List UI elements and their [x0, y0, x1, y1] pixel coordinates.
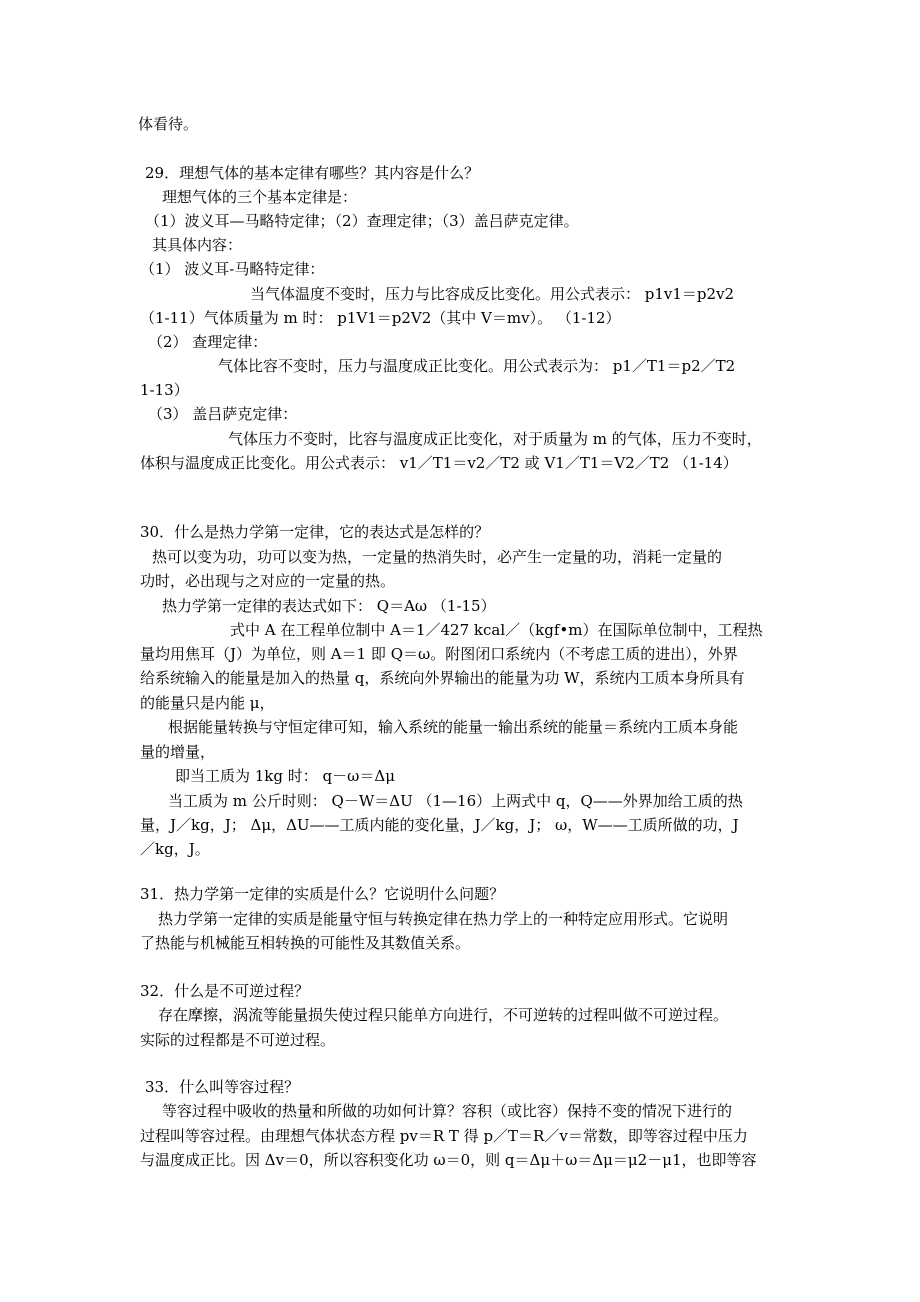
text-line: 给系统输入的能量是加入的热量 q，系统向外界输出的能量为功 W，系统内工质本身所具有 — [140, 669, 745, 687]
text-line: 的能量只是内能 μ， — [140, 694, 275, 712]
text-line: 量，J／kg，J； Δμ，ΔU——工质内能的变化量，J／kg，J； ω，W——工质所做的功，J — [140, 816, 739, 834]
text-line: （3） 盖吕萨克定律： — [148, 405, 298, 423]
text-line: 1-13） — [140, 381, 189, 399]
text-line: 理想气体的三个基本定律是： — [162, 188, 358, 206]
text-line: ／kg，J。 — [140, 840, 210, 858]
text-line: 存在摩擦，涡流等能量损失使过程只能单方向进行，不可逆转的过程叫做不可逆过程。 — [158, 1006, 729, 1024]
text-line: 与温度成正比。因 Δv＝0，所以容积变化功 ω＝0，则 q＝Δμ＋ω＝Δμ＝μ2－μ1，也即等容 — [140, 1151, 757, 1169]
text-line: 等容过程中吸收的热量和所做的功如何计算？容积（或比容）保持不变的情况下进行的 — [162, 1102, 733, 1120]
text-line: 功时，必出现与之对应的一定量的热。 — [140, 572, 396, 590]
text-line: 其具体内容： — [152, 236, 243, 254]
text-line: 热力学第一定律的实质是能量守恒与转换定律在热力学上的一种特定应用形式。它说明 — [158, 910, 729, 928]
text-line: （1）波义耳—马略特定律；（2）查理定律；（3）盖吕萨克定律。 — [145, 212, 579, 230]
question-heading-32: 32．什么是不可逆过程？ — [140, 982, 310, 1000]
text-line: 即当工质为 1kg 时： q－ω＝Δμ — [175, 767, 395, 785]
text-line: （1） 波义耳-马略特定律： — [140, 260, 325, 278]
text-line: 体积与温度成正比变化。用公式表示： v1／T1＝v2／T2 或 V1／T1＝V2／T2 （1-14） — [140, 454, 738, 472]
question-heading-29: 29．理想气体的基本定律有哪些？其内容是什么？ — [145, 164, 480, 182]
text-line: 当工质为 m 公斤时则： Q－W＝ΔU （1—16）上两式中 q，Q——外界加给工质的热 — [168, 792, 743, 810]
text-line: （2） 查理定律： — [148, 333, 268, 351]
text-line: 根据能量转换与守恒定律可知，输入系统的能量一输出系统的能量＝系统内工质本身能 — [168, 718, 739, 736]
text-line: 量均用焦耳（J）为单位，则 A＝1 即 Q＝ω。附图闭口系统内（不考虑工质的进出），外界 — [140, 645, 738, 663]
text-line: 过程叫等容过程。由理想气体状态方程 pv＝R T 得 p／T＝R／v＝常数，即等容过程中压力 — [140, 1127, 748, 1145]
text-line: 热力学第一定律的表达式如下： Q＝Aω （1-15） — [162, 597, 496, 615]
question-heading-30: 30．什么是热力学第一定律，它的表达式是怎样的？ — [140, 523, 490, 541]
text-line: （1-11）气体质量为 m 时： p1V1＝p2V2（其中 V＝mv）。 （1-12） — [140, 309, 621, 327]
text-line: 热可以变为功，功可以变为热，一定量的热消失时，必产生一定量的功，消耗一定量的 — [152, 548, 723, 566]
text-line: 气体比容不变时，压力与温度成正比变化。用公式表示为： p1／T1＝p2／T2 — [218, 357, 736, 375]
text-line: 气体压力不变时，比容与温度成正比变化，对于质量为 m 的气体，压力不变时， — [228, 430, 762, 448]
text-line: 体看待。 — [138, 115, 199, 133]
text-line: 式中 A 在工程单位制中 A＝1／427 kcal／（kgf•m）在国际单位制中，工程热 — [230, 621, 763, 639]
text-line: 量的增量， — [140, 743, 216, 761]
question-heading-31: 31．热力学第一定律的实质是什么？它说明什么问题？ — [140, 885, 505, 903]
text-line: 实际的过程都是不可逆过程。 — [140, 1031, 336, 1049]
question-heading-33: 33．什么叫等容过程？ — [145, 1078, 300, 1096]
text-line: 当气体温度不变时，压力与比容成反比变化。用公式表示： p1v1＝p2v2 — [250, 285, 735, 303]
text-line: 了热能与机械能互相转换的可能性及其数值关系。 — [140, 934, 471, 952]
